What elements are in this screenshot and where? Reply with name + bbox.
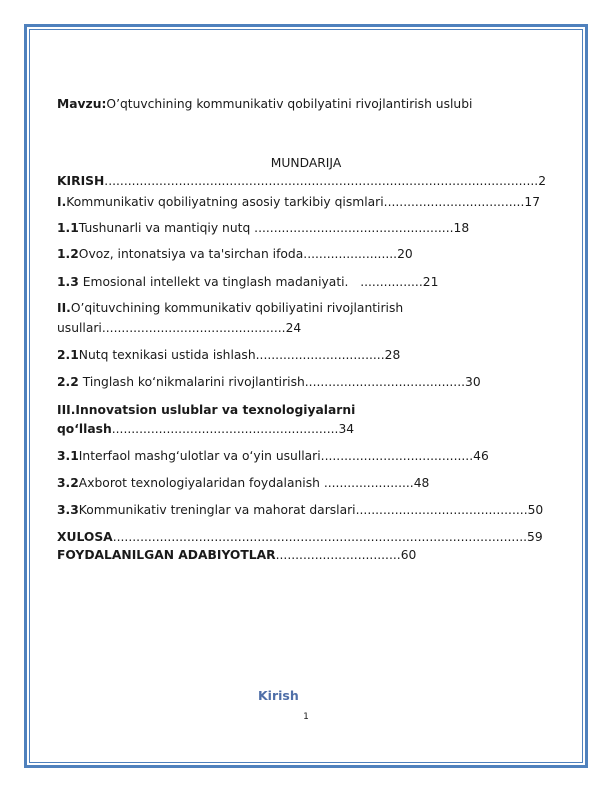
toc-entry-dots: ................................ bbox=[275, 548, 401, 562]
toc-entry-page: 24 bbox=[285, 321, 302, 335]
toc-entry-title: XULOSA bbox=[57, 530, 113, 544]
toc-entry-page: 20 bbox=[397, 247, 413, 261]
page-border-inner bbox=[29, 29, 583, 763]
toc-entry-title: Axborot texnologiyalaridan foydalanish bbox=[78, 476, 324, 490]
toc-entry-dots: ................................. bbox=[255, 348, 385, 362]
toc-entry-number: I. bbox=[57, 195, 67, 209]
toc-entry-chapter-1[interactable] bbox=[57, 195, 540, 209]
toc-entry-title: Tushunarli va mantiqiy nutq bbox=[78, 221, 251, 235]
toc-entry-title: Nutq texnikasi ustida ishlash bbox=[78, 348, 256, 362]
toc-entry-chapter-2[interactable] bbox=[57, 301, 403, 315]
toc-entry-page: 2 bbox=[538, 174, 547, 188]
toc-entry-number: 2.1 bbox=[57, 348, 79, 362]
toc-entry-xulosa[interactable] bbox=[57, 530, 543, 544]
toc-entry-dots: .......................................................... bbox=[111, 422, 339, 436]
topic-line bbox=[57, 97, 472, 111]
toc-entry-dots: .......................................................................................................... bbox=[112, 530, 528, 544]
section-heading-kirish: Kirish bbox=[258, 688, 299, 703]
toc-entry-1-3[interactable] bbox=[57, 275, 438, 289]
topic-label: Mavzu: bbox=[57, 97, 107, 111]
toc-entry-dots: ........................ bbox=[303, 247, 398, 261]
toc-entry-title: Interfaol mashg‘ulotlar va o‘yin usullari bbox=[78, 449, 321, 463]
toc-entry-references[interactable] bbox=[57, 548, 416, 562]
toc-entry-page: 30 bbox=[465, 375, 481, 389]
toc-entry-page: 60 bbox=[400, 548, 417, 562]
toc-entry-number: III. bbox=[57, 403, 76, 417]
toc-entry-1-1[interactable] bbox=[57, 221, 469, 235]
toc-entry-number: 1.3 bbox=[57, 275, 79, 289]
toc-entry-title: O’qituvchining kommunikativ qobiliyatini rivojlantirish bbox=[70, 301, 404, 315]
toc-entry-page: 28 bbox=[384, 348, 401, 362]
toc-entry-number: 1.2 bbox=[57, 247, 79, 261]
toc-entry-dots: ....................... bbox=[323, 476, 414, 490]
toc-entry-dots: ................ bbox=[348, 275, 423, 289]
toc-entry-page: 46 bbox=[473, 449, 489, 463]
toc-entry-number: 2.2 bbox=[57, 375, 79, 389]
page-number: 1 bbox=[303, 712, 309, 722]
toc-entry-dots: ............................................ bbox=[355, 503, 528, 517]
toc-entry-chapter-3[interactable] bbox=[57, 403, 355, 417]
toc-entry-page: 18 bbox=[453, 221, 470, 235]
toc-entry-dots: .................................... bbox=[383, 195, 525, 209]
toc-entry-dots: ............................................................................................................... bbox=[104, 174, 539, 188]
toc-entry-number: 3.1 bbox=[57, 449, 79, 463]
toc-entry-2-2[interactable] bbox=[57, 375, 481, 389]
toc-entry-3-3[interactable] bbox=[57, 503, 543, 517]
toc-entry-title: Innovatsion uslublar va texnologiyalarni bbox=[75, 403, 356, 417]
toc-entry-title: Tinglash ko‘nikmalarini rivojlantirish bbox=[78, 375, 305, 389]
toc-entry-number: II. bbox=[57, 301, 71, 315]
toc-entry-1-2[interactable] bbox=[57, 247, 413, 261]
toc-entry-dots: ....................................... bbox=[320, 449, 474, 463]
toc-entry-page: 21 bbox=[422, 275, 439, 289]
toc-entry-chapter-3-cont[interactable] bbox=[57, 422, 354, 436]
toc-entry-title: Emosional intellekt va tinglash madaniyati. bbox=[78, 275, 349, 289]
toc-entry-title-continued: usullari bbox=[57, 321, 102, 335]
toc-entry-title: Kommunikativ treninglar va mahorat darslari bbox=[78, 503, 356, 517]
toc-entry-page: 50 bbox=[527, 503, 544, 517]
toc-entry-page: 17 bbox=[524, 195, 541, 209]
toc-entry-title: KIRISH bbox=[57, 174, 105, 188]
toc-entry-3-2[interactable] bbox=[57, 476, 429, 490]
toc-entry-dots: ............................................... bbox=[101, 321, 286, 335]
toc-entry-number: 1.1 bbox=[57, 221, 79, 235]
toc-entry-dots: ......................................... bbox=[304, 375, 466, 389]
toc-entry-title-continued: qo‘llash bbox=[57, 422, 112, 436]
toc-entry-page: 59 bbox=[527, 530, 543, 544]
toc-entry-page: 34 bbox=[338, 422, 355, 436]
toc-entry-kirish[interactable] bbox=[57, 174, 546, 188]
toc-entry-title: FOYDALANILGAN ADABIYOTLAR bbox=[57, 548, 276, 562]
toc-entry-number: 3.2 bbox=[57, 476, 79, 490]
topic-text: O’qtuvchining kommunikativ qobilyatini rivojlantirish uslubi bbox=[106, 97, 473, 111]
toc-entry-chapter-2-cont[interactable] bbox=[57, 321, 301, 335]
toc-title: MUNDARIJA bbox=[270, 156, 342, 170]
toc-entry-dots: ................................................... bbox=[250, 221, 454, 235]
toc-entry-page: 48 bbox=[413, 476, 430, 490]
toc-entry-2-1[interactable] bbox=[57, 348, 400, 362]
toc-entry-3-1[interactable] bbox=[57, 449, 489, 463]
toc-entry-title: Kommunikativ qobiliyatning asosiy tarkibiy qismlari bbox=[66, 195, 384, 209]
toc-entry-title: Ovoz, intonatsiya va ta'sirchan ifoda bbox=[78, 247, 304, 261]
toc-entry-number: 3.3 bbox=[57, 503, 79, 517]
